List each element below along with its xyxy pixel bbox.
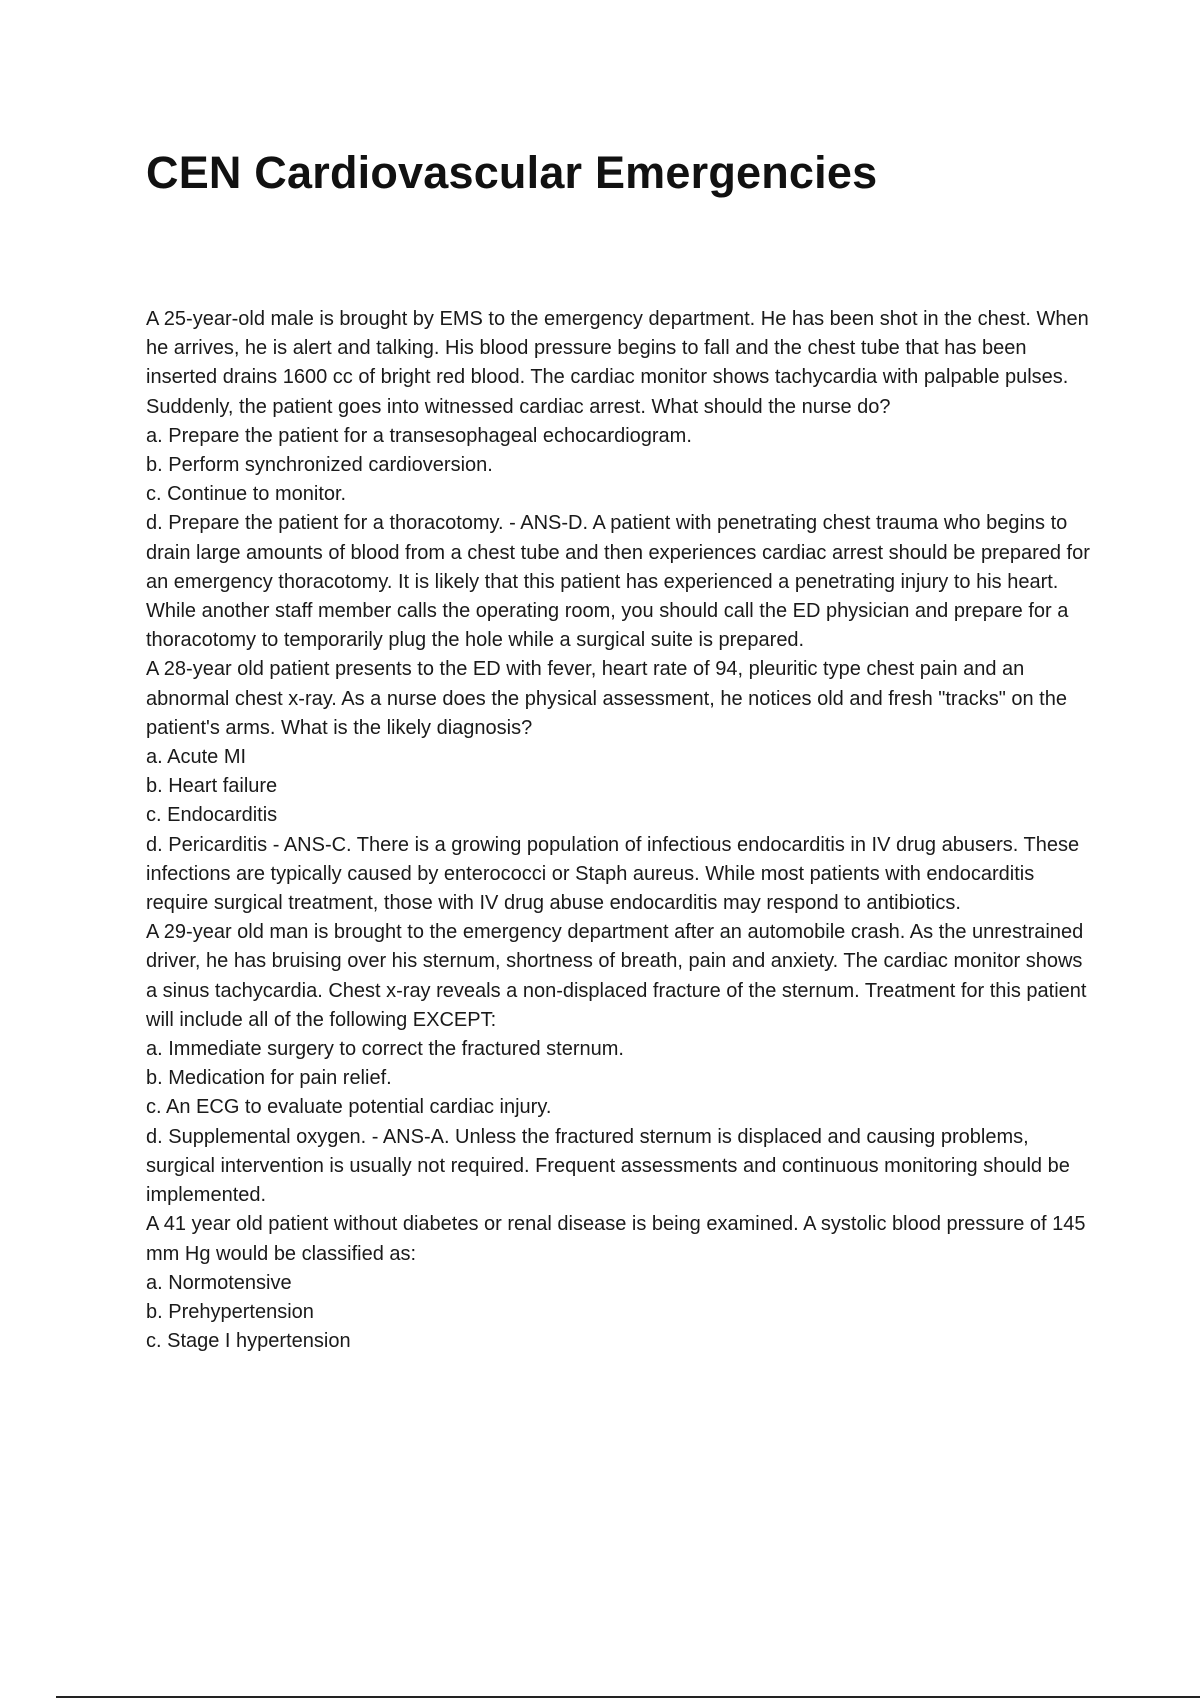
answer-option: c. An ECG to evaluate potential cardiac injury. — [146, 1096, 552, 1119]
answer-option: c. Continue to monitor. — [146, 483, 347, 506]
question-block — [146, 305, 1091, 655]
answer-option: b. Medication for pain relief. — [146, 1067, 392, 1090]
answer-option: a. Immediate surgery to correct the fractured sternum. — [146, 1038, 624, 1061]
question-block — [146, 918, 1091, 1210]
question-stem: A 29-year old man is brought to the emergency department after an automobile crash. As the unrestrained driver, he has bruising over his sternum, shortness of breath, pain and anxiety. The cardiac monitor shows a sinus tachycardia. Chest x-ray reveals a non-displaced fracture of the sternum. Treatment for this patient will include all of the following EXCEPT: — [146, 921, 1087, 1031]
answer-option: a. Acute MI — [146, 746, 247, 769]
page-title: CEN Cardiovascular Emergencies — [146, 147, 878, 198]
question-stem: A 28-year old patient presents to the ED with fever, heart rate of 94, pleuritic type chest pain and an abnormal chest x-ray. As a nurse does the physical assessment, he notices old and fresh "tracks" on the patient's arms. What is the likely diagnosis? — [146, 658, 1067, 739]
question-block — [146, 655, 1091, 918]
question-stem: A 25-year-old male is brought by EMS to the emergency department. He has been shot in the chest. When he arrives, he is alert and talking. His blood pressure begins to fall and the chest tube that has been inserted drains 1600 cc of bright red blood. The cardiac monitor shows tachycardia with palpable pulses. Suddenly, the patient goes into witnessed cardiac arrest. What should the nurse do? — [146, 308, 1089, 418]
answer-option: a. Normotensive — [146, 1271, 292, 1294]
question-block — [146, 1210, 1091, 1356]
answer-option: c. Stage I hypertension — [146, 1330, 351, 1353]
page-bottom-rule — [56, 1696, 1200, 1698]
answer-option: b. Perform synchronized cardioversion. — [146, 454, 493, 477]
answer-option: b. Prehypertension — [146, 1300, 314, 1323]
answer-option: c. Endocarditis — [146, 804, 278, 827]
document-body — [146, 305, 1091, 1356]
answer-option-with-explanation: d. Supplemental oxygen. - ANS-A. Unless the fractured sternum is displaced and causing problems, surgical intervention is usually not required. Frequent assessments and continuous monitoring should be implemented. — [146, 1125, 1070, 1207]
question-stem: A 41 year old patient without diabetes or renal disease is being examined. A systolic blood pressure of 145 mm Hg would be classified as: — [146, 1213, 1086, 1265]
answer-option: b. Heart failure — [146, 775, 278, 798]
answer-option-with-explanation: d. Pericarditis - ANS-C. There is a growing population of infectious endocarditis in IV drug abusers. These infections are typically caused by enterococci or Staph aureus. While most patients with endocarditis require surgical treatment, those with IV drug abuse endocarditis may respond to antibiotics. — [146, 833, 1080, 915]
answer-option-with-explanation: d. Prepare the patient for a thoracotomy. - ANS-D. A patient with penetrating chest trauma who begins to drain large amounts of blood from a chest tube and then experiences cardiac arrest should be prepared for an emergency thoracotomy. It is likely that this patient has experienced a penetrating injury to his heart. While another staff member calls the operating room, you should call the ED physician and prepare for a thoracotomy to temporarily plug the hole while a surgical suite is prepared. — [146, 512, 1090, 652]
answer-option: a. Prepare the patient for a transesophageal echocardiogram. — [146, 424, 692, 447]
